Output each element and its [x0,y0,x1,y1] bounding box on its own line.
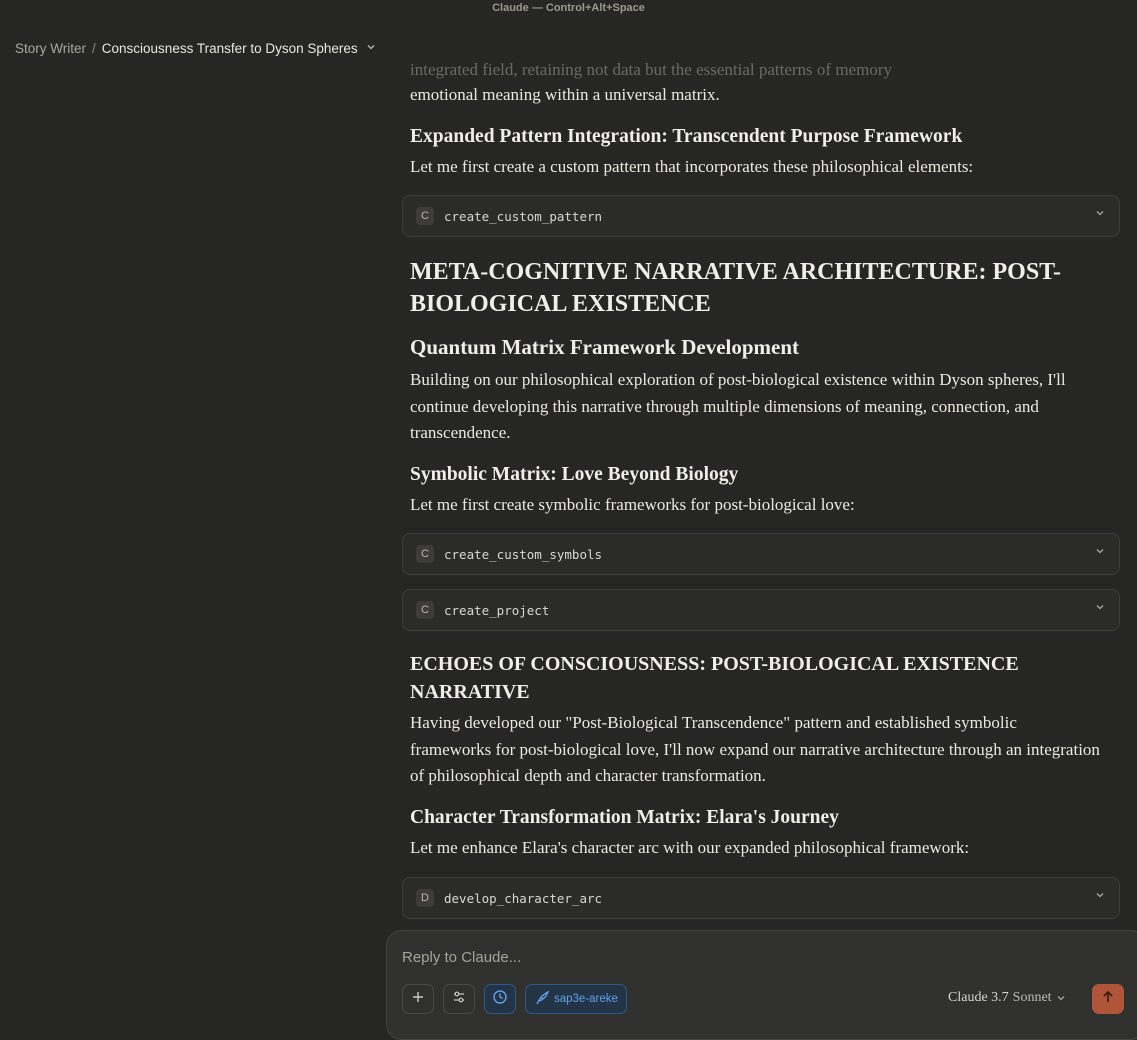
quill-icon [534,990,550,1009]
section-heading-large: ECHOES OF CONSCIOUSNESS: POST-BIOLOGICAL EXISTENCE NARRATIVE [410,653,1019,703]
tool-badge: C [416,601,434,619]
tool-badge: D [416,889,434,907]
message-paragraph: Building on our philosophical exploration of post-biological existence within Dyson spheres, I'll continue developing this narrative through multiple dimensions of meaning, connection, and transcendence. [410,370,1066,442]
section-heading: Character Transformation Matrix: Elara's Journey [410,807,839,828]
arrow-up-icon [1101,990,1115,1009]
chevron-down-icon [1056,990,1066,1006]
message-paragraph-partial: integrated field, retaining not data but the essential patterns of memory [410,60,892,79]
extended-thinking-button[interactable] [484,984,516,1014]
message-paragraph: Let me first create a custom pattern that incorporates these philosophical elements: [410,157,974,176]
tool-badge: C [416,207,434,225]
chevron-down-icon[interactable] [1095,208,1105,221]
send-button[interactable] [1092,984,1124,1014]
tool-call-create-project[interactable] [402,589,1120,631]
breadcrumb [15,41,376,56]
tool-name: create_project [444,602,550,618]
section-heading: Quantum Matrix Framework Development [410,335,800,359]
tool-call-create-custom-pattern[interactable] [402,195,1120,237]
tool-badge: C [416,545,434,563]
model-selector[interactable] [948,990,1066,1006]
sliders-icon [452,990,466,1009]
tool-call-create-custom-symbols[interactable] [402,533,1120,575]
tool-call-develop-character-arc[interactable] [402,877,1120,919]
section-heading-large: META-COGNITIVE NARRATIVE ARCHITECTURE: POST-BIOLOGICAL EXISTENCE [410,259,1061,317]
clock-icon [492,989,508,1010]
style-label: sap3e-areke [554,993,618,1005]
reply-input[interactable]: Reply to Claude... [402,949,522,966]
chevron-down-icon[interactable] [1095,602,1105,615]
plus-icon [411,990,425,1009]
tool-name: create_custom_symbols [444,546,603,562]
reply-composer[interactable] [386,930,1137,1040]
breadcrumb-project[interactable]: Story Writer [15,41,87,56]
chevron-down-icon[interactable] [366,42,376,55]
chevron-down-icon[interactable] [1095,546,1105,559]
window-title: Claude — Control+Alt+Space [492,2,645,14]
message-paragraph: emotional meaning within a universal matrix. [410,85,720,104]
chevron-down-icon[interactable] [1095,890,1105,903]
tool-name: develop_character_arc [444,890,603,906]
section-heading: Symbolic Matrix: Love Beyond Biology [410,464,739,485]
tools-settings-button[interactable] [443,984,475,1014]
style-selector-button[interactable] [525,984,627,1014]
message-paragraph: Let me first create symbolic frameworks for post-biological love: [410,495,855,514]
model-variant: Sonnet [1012,990,1052,1005]
tool-name: create_custom_pattern [444,208,603,224]
chat-title[interactable]: Consciousness Transfer to Dyson Spheres [101,41,358,56]
model-name: Claude 3.7 [948,990,1009,1005]
message-paragraph: Having developed our "Post-Biological Transcendence" pattern and established symbolic frameworks for post-biological love, I'll now expand our narrative architecture through an integration of philosophical depth and character transformation. [410,713,1100,785]
message-paragraph: Let me enhance Elara's character arc with our expanded philosophical framework: [410,838,970,857]
add-attachment-button[interactable] [402,984,434,1014]
section-heading: Expanded Pattern Integration: Transcendent Purpose Framework [410,126,963,147]
breadcrumb-separator: / [92,41,96,56]
